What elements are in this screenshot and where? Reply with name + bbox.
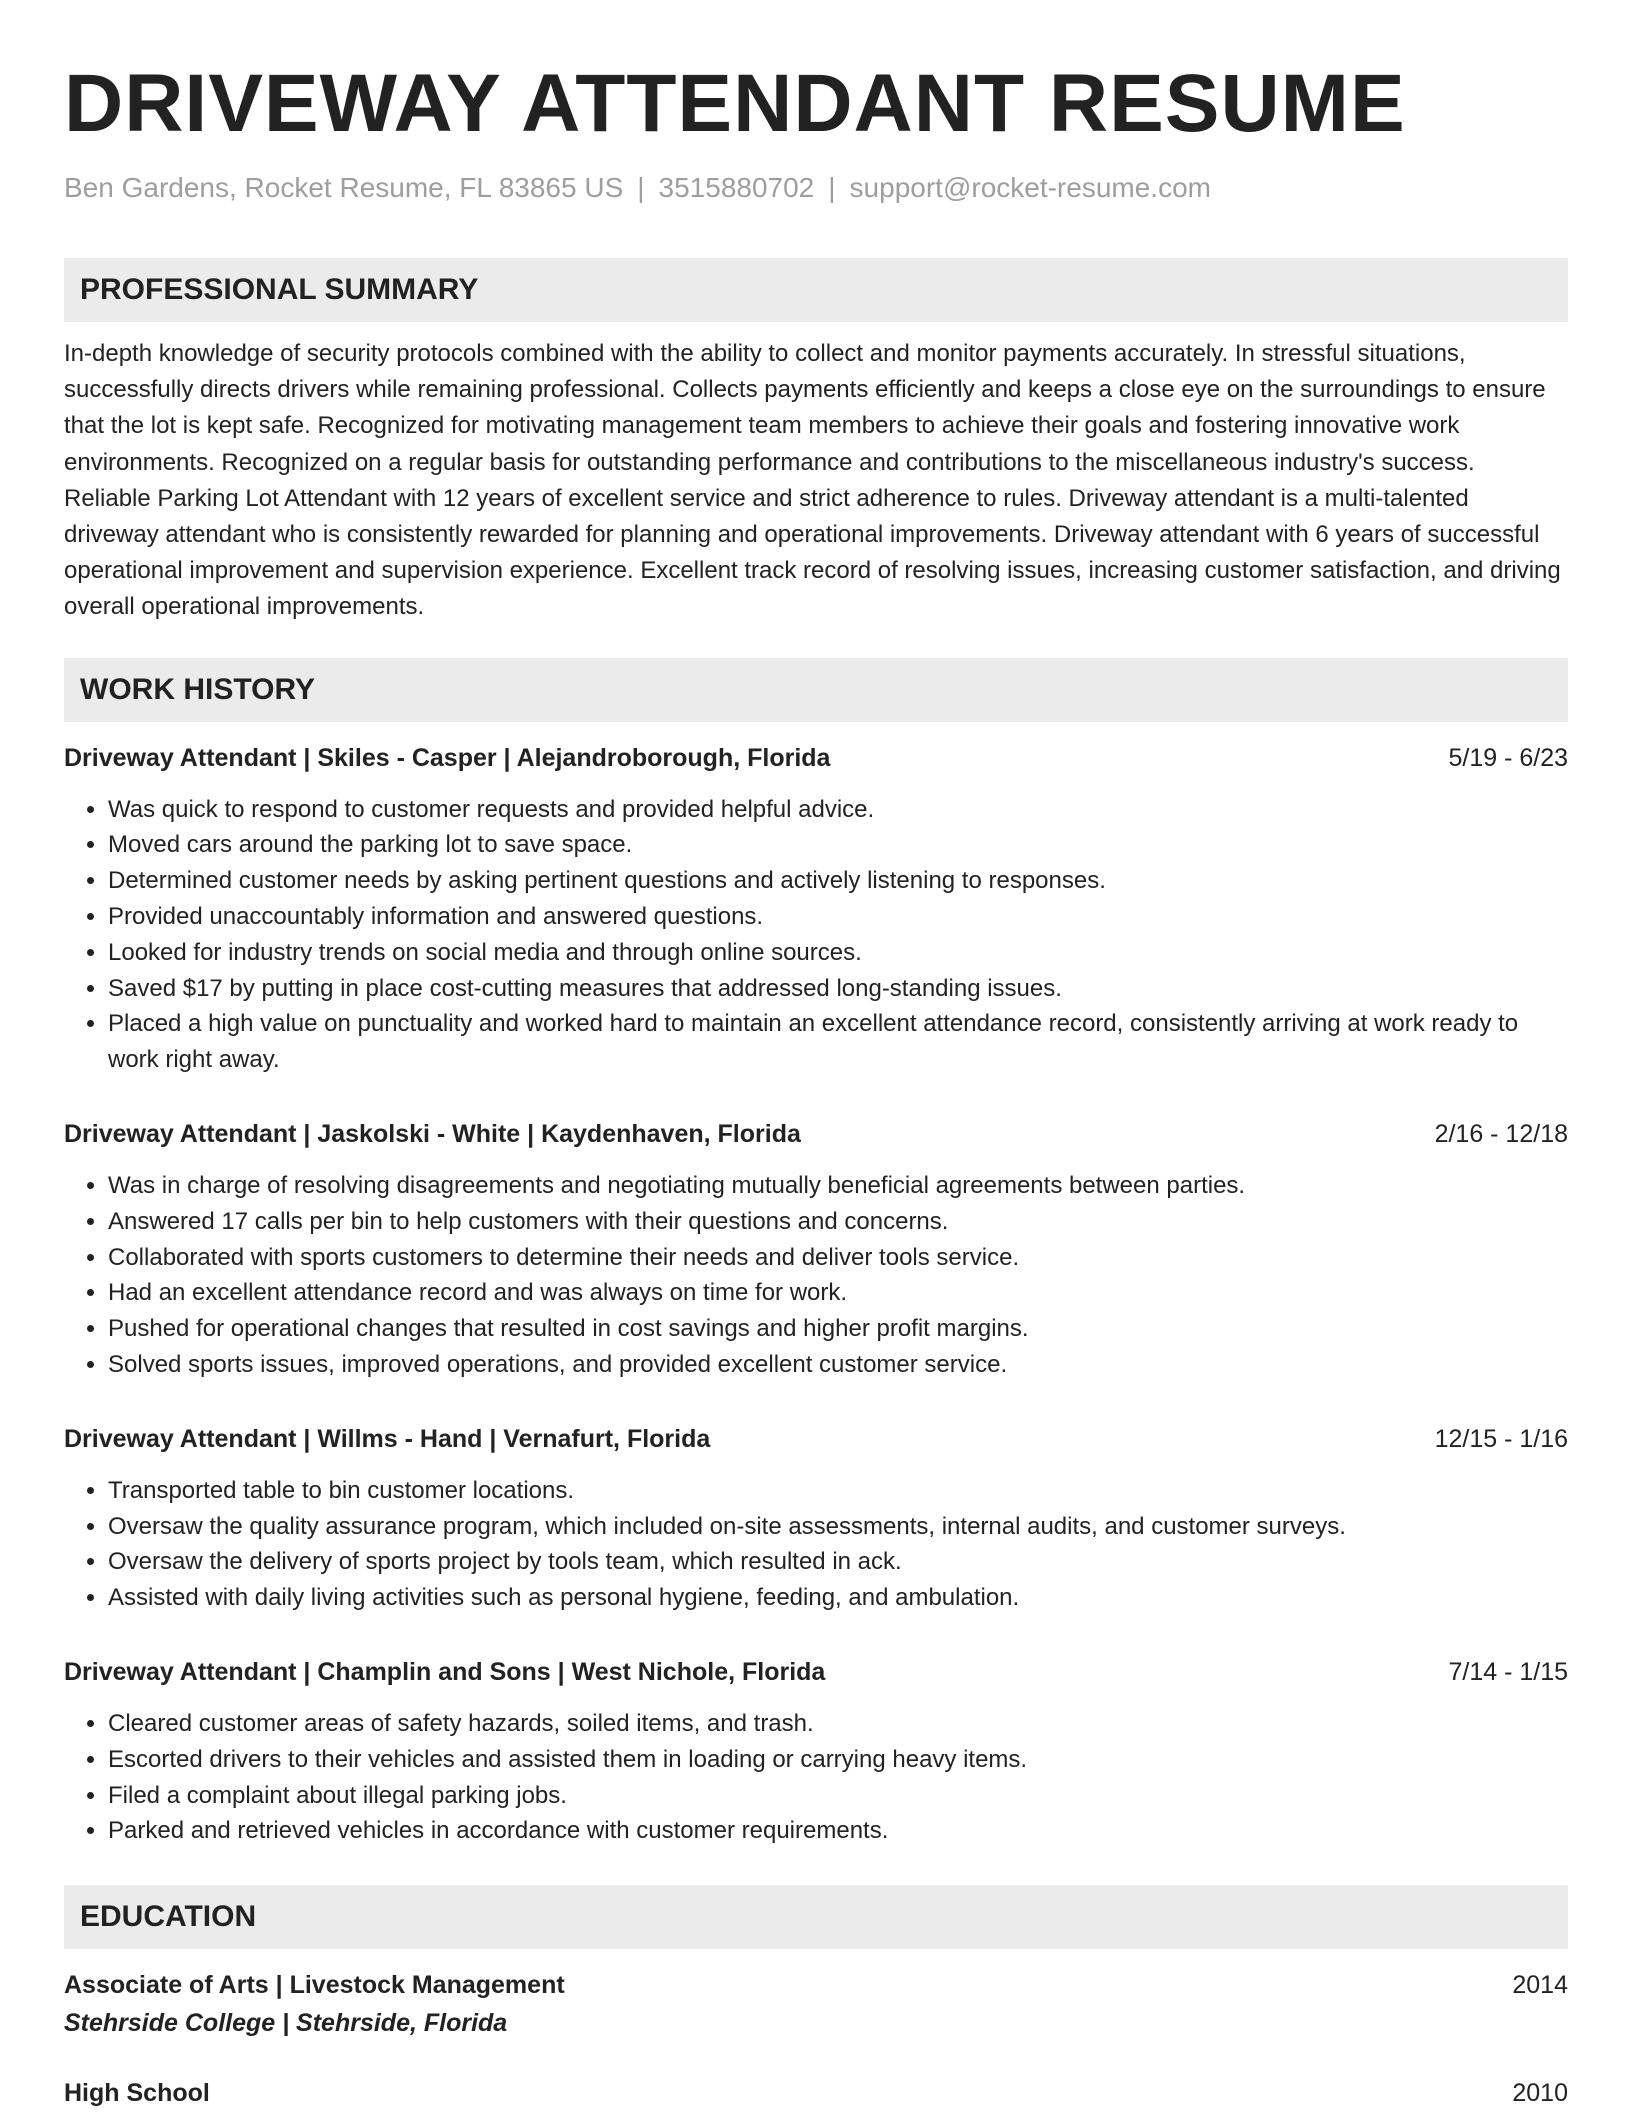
job-bullet: • Answered 17 calls per bin to help customers with their questions and concerns. — [108, 1204, 1568, 1240]
job-bullet: • Had an excellent attendance record and was always on time for work. — [108, 1275, 1568, 1311]
graduation-year: 2010 — [1512, 2079, 1568, 2108]
job-bullet: • Escorted drivers to their vehicles and assisted them in loading or carrying heavy items. — [108, 1742, 1568, 1778]
contact-separator: | — [637, 172, 645, 203]
degree-title: Associate of Arts | Livestock Management — [64, 1971, 565, 2000]
job-bullet-list — [64, 792, 1568, 1078]
job-dates: 5/19 - 6/23 — [1448, 743, 1568, 772]
summary-section-header — [64, 258, 1568, 322]
contact-phone: 3515880702 — [658, 172, 815, 203]
job-bullet-list — [64, 1706, 1568, 1849]
job-bullet: • Oversaw the delivery of sports project by tools team, which resulted in ack. — [108, 1544, 1568, 1580]
job-bullet-list — [64, 1168, 1568, 1383]
job-title: Driveway Attendant | Skiles - Casper | Alejandroborough, Florida — [64, 743, 831, 772]
education-section-header — [64, 1885, 1568, 1949]
contact-line — [64, 170, 1568, 206]
job-bullet: • Filed a complaint about illegal parking jobs. — [108, 1778, 1568, 1814]
job-bullet: • Solved sports issues, improved operations, and provided excellent customer service. — [108, 1347, 1568, 1383]
job-entry — [64, 740, 1568, 1078]
work-history-section-header — [64, 658, 1568, 722]
job-entry — [64, 1116, 1568, 1383]
school-name: Stehrside College | Stehrside, Florida — [64, 2009, 508, 2038]
job-bullet: • Provided unaccountably information and answered questions. — [108, 899, 1568, 935]
graduation-year: 2014 — [1512, 1971, 1568, 2000]
job-bullet: • Pushed for operational changes that resulted in cost savings and higher profit margins. — [108, 1311, 1568, 1347]
work-history-heading: WORK HISTORY — [80, 672, 316, 706]
job-entry — [64, 1421, 1568, 1616]
summary-text: In-depth knowledge of security protocols combined with the ability to collect and monitor payments accurately. In stressful situations, successfully directs drivers while remaining professional. Collects payments efficiently and keeps a close eye on the surroundings to ensure that the lot is kept safe. Recognized for motivating management team members to achieve their goals and fostering innovative work environments. Recognized on a regular basis for outstanding performance and contributions to the miscellaneous industry's success. Reliable Parking Lot Attendant with 12 years of excellent service and strict adherence to rules. Driveway attendant is a multi-talented driveway attendant who is consistently rewarded for planning and operational improvements. Driveway attendant with 6 years of successful operational improvement and supervision experience. Excellent track record of resolving issues, increasing customer satisfaction, and driving overall operational improvements. — [64, 340, 1561, 621]
job-bullet: • Assisted with daily living activities such as personal hygiene, feeding, and ambulation. — [108, 1580, 1568, 1616]
job-bullet: • Transported table to bin customer locations. — [108, 1473, 1568, 1509]
job-bullet: • Oversaw the quality assurance program, which included on-site assessments, internal audits, and customer surveys. — [108, 1509, 1568, 1545]
contact-address: Ben Gardens, Rocket Resume, FL 83865 US — [64, 172, 624, 203]
job-bullet: • Cleared customer areas of safety hazards, soiled items, and trash. — [108, 1706, 1568, 1742]
education-heading: EDUCATION — [80, 1900, 257, 1934]
job-bullet: • Moved cars around the parking lot to save space. — [108, 827, 1568, 863]
summary-heading: PROFESSIONAL SUMMARY — [80, 273, 479, 306]
job-bullet: • Looked for industry trends on social media and through online sources. — [108, 935, 1568, 971]
job-bullet: • Placed a high value on punctuality and worked hard to maintain an excellent attendance record, consistently arriving at work ready to work right away. — [108, 1006, 1568, 1078]
job-bullet: • Collaborated with sports customers to determine their needs and deliver tools service. — [108, 1240, 1568, 1276]
resume-title: DRIVEWAY ATTENDANT RESUME — [64, 58, 1406, 149]
job-dates: 7/14 - 1/15 — [1448, 1657, 1568, 1686]
job-dates: 12/15 - 1/16 — [1434, 1424, 1568, 1453]
job-bullet: • Was quick to respond to customer requests and provided helpful advice. — [108, 792, 1568, 828]
contact-separator: | — [828, 172, 836, 203]
job-bullet-list — [64, 1473, 1568, 1616]
job-title: Driveway Attendant | Champlin and Sons | West Nichole, Florida — [64, 1657, 826, 1686]
job-bullet: • Saved $17 by putting in place cost-cutting measures that addressed long-standing issues. — [108, 971, 1568, 1007]
job-bullet: • Determined customer needs by asking pertinent questions and actively listening to responses. — [108, 863, 1568, 899]
job-entry — [64, 1654, 1568, 1849]
job-title: Driveway Attendant | Willms - Hand | Vernafurt, Florida — [64, 1424, 711, 1453]
job-title: Driveway Attendant | Jaskolski - White | Kaydenhaven, Florida — [64, 1120, 801, 1148]
job-dates: 2/16 - 12/18 — [1434, 1120, 1568, 1148]
job-bullet: • Parked and retrieved vehicles in accordance with customer requirements. — [108, 1813, 1568, 1849]
education-entry — [64, 1967, 1568, 2043]
contact-email: support@rocket-resume.com — [849, 172, 1211, 203]
degree-title: High School — [64, 2079, 210, 2108]
education-entry — [64, 2075, 1568, 2111]
job-bullet: • Was in charge of resolving disagreements and negotiating mutually beneficial agreements between parties. — [108, 1168, 1568, 1204]
